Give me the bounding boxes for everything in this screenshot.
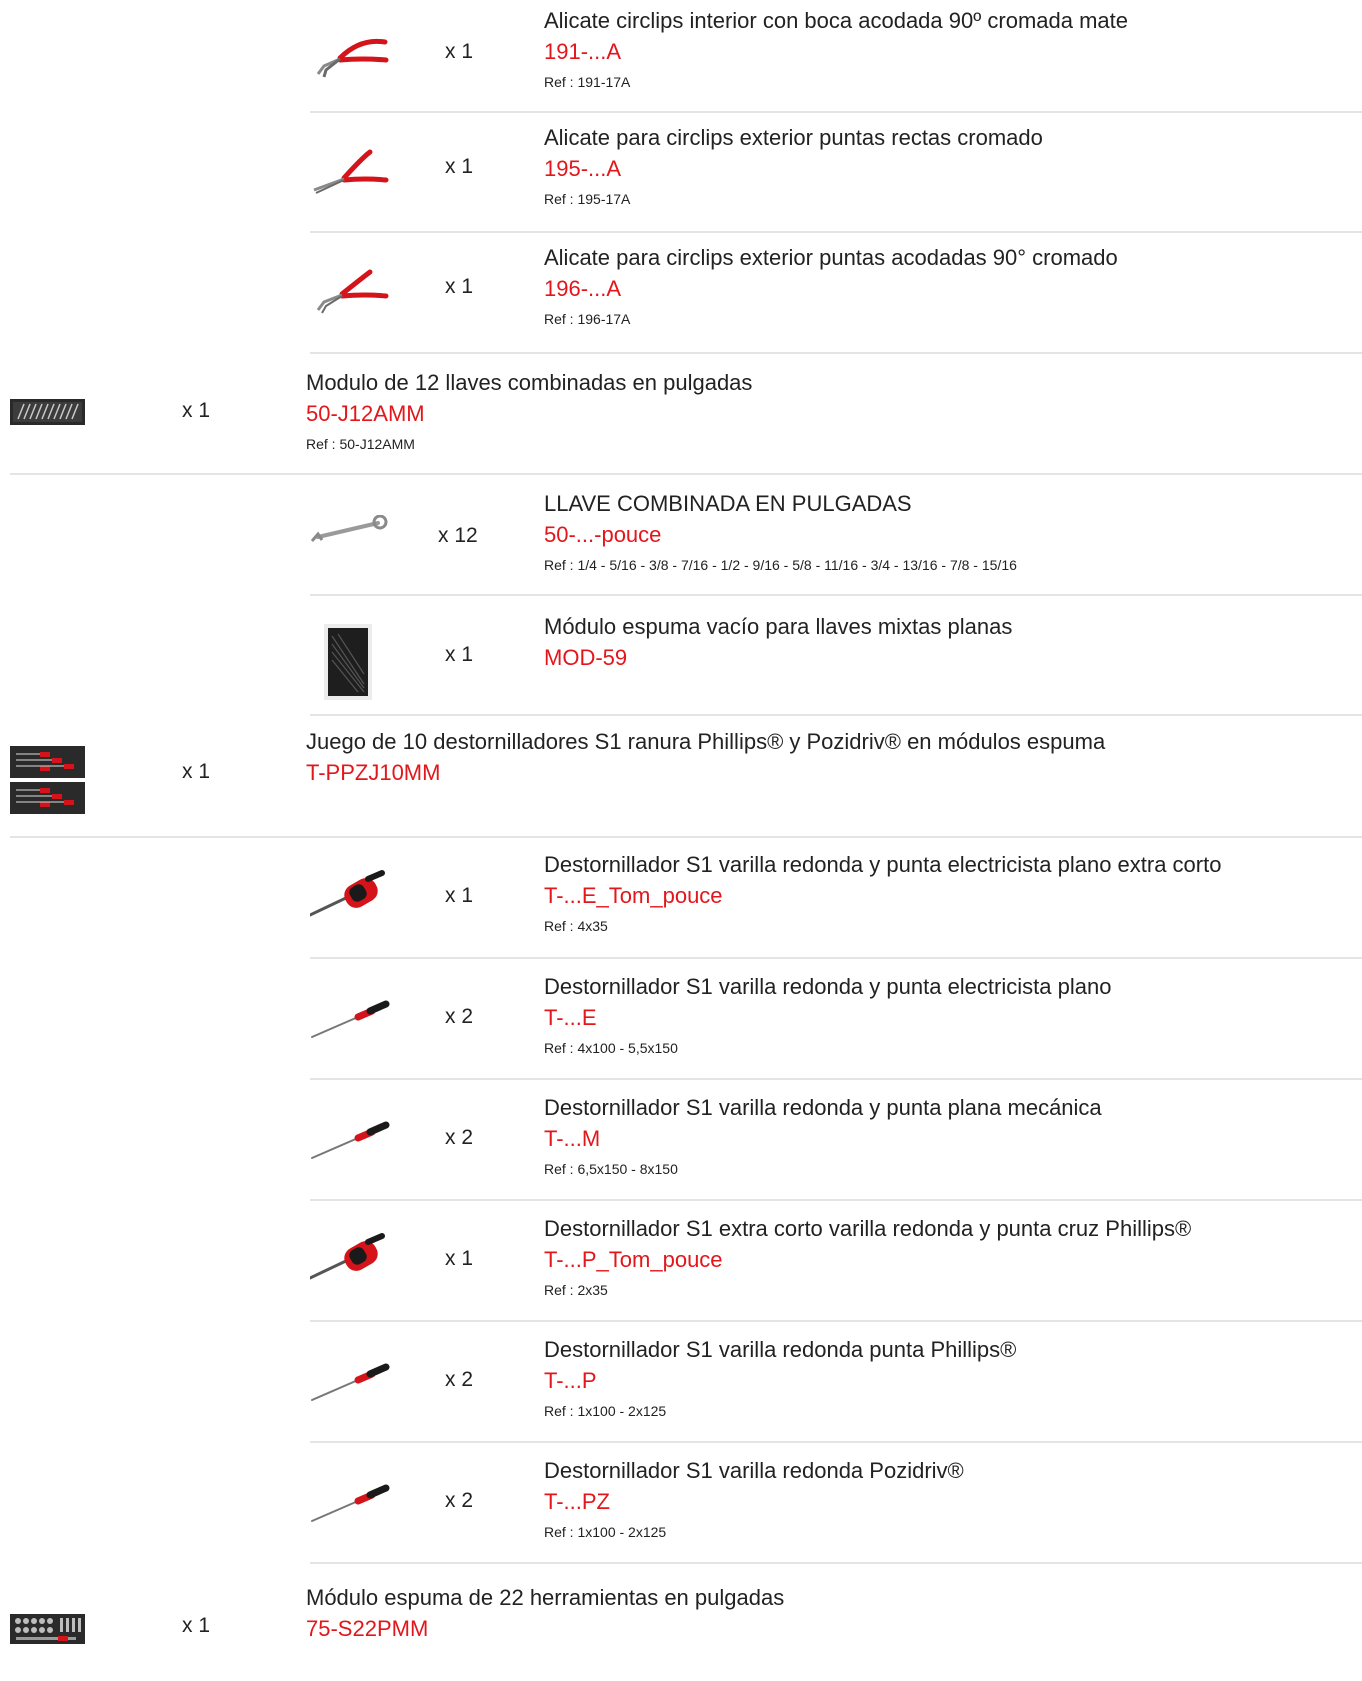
quantity: x 1	[445, 155, 474, 178]
stubby-screwdriver-icon	[310, 863, 390, 923]
product-ref: Ref : 195-17A	[544, 191, 631, 207]
product-code-link[interactable]: 75-S22PMM	[306, 1616, 429, 1641]
quantity: x 2	[445, 1005, 474, 1028]
product-code-link[interactable]: T-...E	[544, 1005, 597, 1030]
list-item[interactable]	[10, 1564, 1362, 1681]
product-code-link[interactable]: MOD-59	[544, 645, 628, 670]
list-item[interactable]	[310, 1201, 1362, 1322]
quantity: x 1	[182, 399, 211, 422]
list-item[interactable]	[310, 596, 1362, 716]
product-code-link[interactable]: T-...P_Tom_pouce	[544, 1247, 723, 1272]
product-code-link[interactable]: 191-...A	[544, 39, 622, 64]
product-name: LLAVE COMBINADA EN PULGADAS	[544, 491, 912, 516]
product-code-link[interactable]: T-...PZ	[544, 1489, 610, 1514]
product-code-link[interactable]: T-...E_Tom_pouce	[544, 883, 723, 908]
socket-module-icon	[10, 1614, 85, 1644]
list-item[interactable]	[310, 475, 1362, 596]
wrench-module-icon	[10, 399, 85, 425]
product-name: Destornillador S1 varilla redonda punta Phillips®	[544, 1337, 1017, 1362]
product-name: Alicate para circlips exterior puntas acodadas 90° cromado	[544, 245, 1118, 270]
quantity: x 1	[445, 275, 474, 298]
list-item[interactable]	[10, 354, 1362, 475]
product-ref: Ref : 1x100 - 2x125	[544, 1403, 667, 1419]
product-ref: Ref : 4x35	[544, 918, 608, 934]
product-ref: Ref : 50-J12AMM	[306, 436, 415, 452]
product-ref: Ref : 6,5x150 - 8x150	[544, 1161, 678, 1177]
list-item[interactable]	[310, 1322, 1362, 1443]
list-item[interactable]	[310, 1443, 1362, 1564]
product-code-link[interactable]: 50-...-pouce	[544, 522, 662, 547]
list-item[interactable]	[310, 233, 1362, 354]
circlip-plier-bent-icon	[310, 30, 390, 80]
circlip-plier-straight-icon	[310, 148, 390, 198]
product-code-link[interactable]: 196-...A	[544, 276, 622, 301]
screwdriver-icon	[310, 1483, 390, 1523]
product-name: Alicate para circlips exterior puntas rectas cromado	[544, 125, 1043, 150]
screwdriver-modules-icon	[10, 746, 85, 814]
product-name: Modulo de 12 llaves combinadas en pulgadas	[306, 370, 753, 395]
list-item[interactable]	[310, 1080, 1362, 1201]
screwdriver-icon	[310, 1362, 390, 1402]
quantity: x 1	[182, 760, 211, 783]
product-name: Destornillador S1 varilla redonda y punta electricista plano extra corto	[544, 852, 1222, 877]
quantity: x 1	[182, 1614, 211, 1637]
product-name: Destornillador S1 varilla redonda Pozidriv®	[544, 1458, 964, 1483]
screwdriver-icon	[310, 999, 390, 1039]
product-ref: Ref : 191-17A	[544, 74, 631, 90]
quantity: x 1	[445, 1247, 474, 1270]
product-name: Destornillador S1 varilla redonda y punta plana mecánica	[544, 1095, 1102, 1120]
product-name: Alicate circlips interior con boca acodada 90º cromada mate	[544, 8, 1128, 33]
product-code-link[interactable]: 195-...A	[544, 156, 622, 181]
quantity: x 12	[438, 524, 478, 547]
empty-foam-module-icon	[324, 624, 372, 700]
product-name: Módulo espuma vacío para llaves mixtas planas	[544, 614, 1013, 639]
product-name: Juego de 10 destornilladores S1 ranura Phillips® y Pozidriv® en módulos espuma	[306, 729, 1106, 754]
list-item[interactable]	[310, 113, 1362, 233]
list-item[interactable]	[310, 959, 1362, 1080]
quantity: x 1	[445, 643, 474, 666]
product-name: Destornillador S1 extra corto varilla redonda y punta cruz Phillips®	[544, 1216, 1192, 1241]
product-ref: Ref : 1x100 - 2x125	[544, 1524, 667, 1540]
circlip-plier-bent-icon	[310, 268, 390, 318]
product-ref: Ref : 196-17A	[544, 311, 631, 327]
list-item[interactable]	[310, 0, 1362, 113]
product-name: Destornillador S1 varilla redonda y punta electricista plano	[544, 974, 1112, 999]
product-code-link[interactable]: T-PPZJ10MM	[306, 760, 441, 785]
quantity: x 2	[445, 1368, 474, 1391]
stubby-screwdriver-icon	[310, 1226, 390, 1286]
screwdriver-icon	[310, 1120, 390, 1160]
product-code-link[interactable]: 50-J12AMM	[306, 401, 425, 426]
product-ref: Ref : 2x35	[544, 1282, 608, 1298]
list-item[interactable]	[10, 716, 1362, 838]
product-code-link[interactable]: T-...P	[544, 1368, 597, 1393]
combination-wrench-icon	[310, 515, 390, 545]
quantity: x 1	[445, 884, 474, 907]
product-ref: Ref : 1/4 - 5/16 - 3/8 - 7/16 - 1/2 - 9/16 - 5/8 - 11/16 - 3/4 - 13/16 - 7/8 - 15/16	[544, 557, 1017, 573]
quantity: x 2	[445, 1489, 474, 1512]
product-ref: Ref : 4x100 - 5,5x150	[544, 1040, 678, 1056]
product-code-link[interactable]: T-...M	[544, 1126, 601, 1151]
quantity: x 1	[445, 40, 474, 63]
quantity: x 2	[445, 1126, 474, 1149]
product-name: Módulo espuma de 22 herramientas en pulgadas	[306, 1585, 785, 1610]
list-item[interactable]	[310, 838, 1362, 959]
